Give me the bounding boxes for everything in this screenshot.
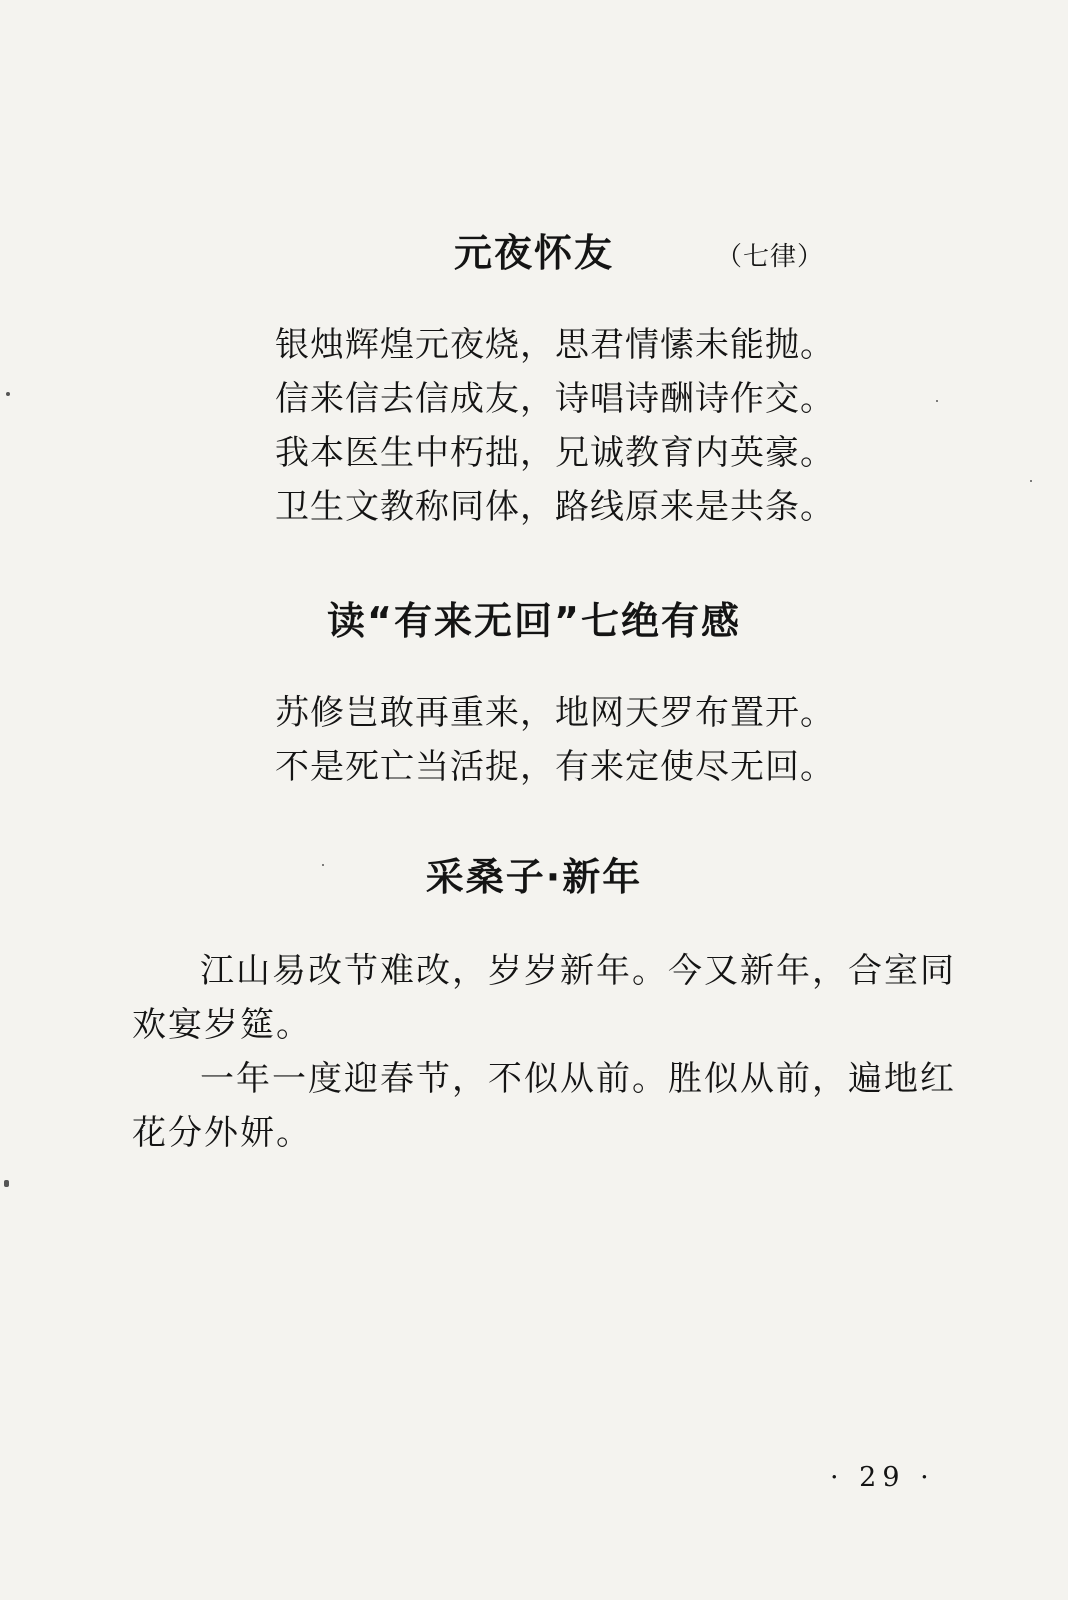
poem-1-line: 卫生文教称同体，路线原来是共条。 bbox=[275, 487, 835, 527]
scan-speck bbox=[6, 392, 10, 396]
scan-speck bbox=[936, 400, 938, 402]
page-number: · 29 · bbox=[830, 1462, 935, 1493]
poem-2-title: 读“有来无回”七绝有感 bbox=[327, 599, 741, 643]
poem-1-title-row bbox=[0, 222, 1068, 277]
poem-3-body bbox=[132, 944, 972, 1160]
poem-1-body bbox=[275, 318, 835, 534]
scan-speck bbox=[1030, 480, 1032, 482]
poem-2-line: 不是死亡当活捉，有来定使尽无回。 bbox=[275, 747, 835, 787]
poem-3-title: 采桑子·新年 bbox=[425, 855, 643, 899]
poem-2-line: 苏修岂敢再重来，地网天罗布置开。 bbox=[275, 693, 835, 733]
poem-1-line: 银烛辉煌元夜烧，思君情愫未能抛。 bbox=[275, 325, 835, 365]
scan-speck bbox=[4, 1180, 9, 1187]
poem-1-line: 信来信去信成友，诗唱诗酬诗作交。 bbox=[275, 379, 835, 419]
poem-3-title-row bbox=[0, 846, 1068, 901]
poem-2-body bbox=[275, 686, 835, 794]
poem-3-stanza: 一年一度迎春节，不似从前。胜似从前，遍地红花分外妍。 bbox=[132, 1059, 956, 1153]
poem-1-title: 元夜怀友 bbox=[453, 231, 614, 275]
poem-1-form: （七律） bbox=[716, 242, 825, 272]
poem-1-line: 我本医生中朽拙，兄诚教育内英豪。 bbox=[275, 433, 835, 473]
poem-3-stanza: 江山易改节难改，岁岁新年。今又新年，合室同欢宴岁筵。 bbox=[132, 951, 956, 1045]
scan-speck bbox=[322, 864, 324, 866]
poem-2-title-row bbox=[0, 590, 1068, 645]
